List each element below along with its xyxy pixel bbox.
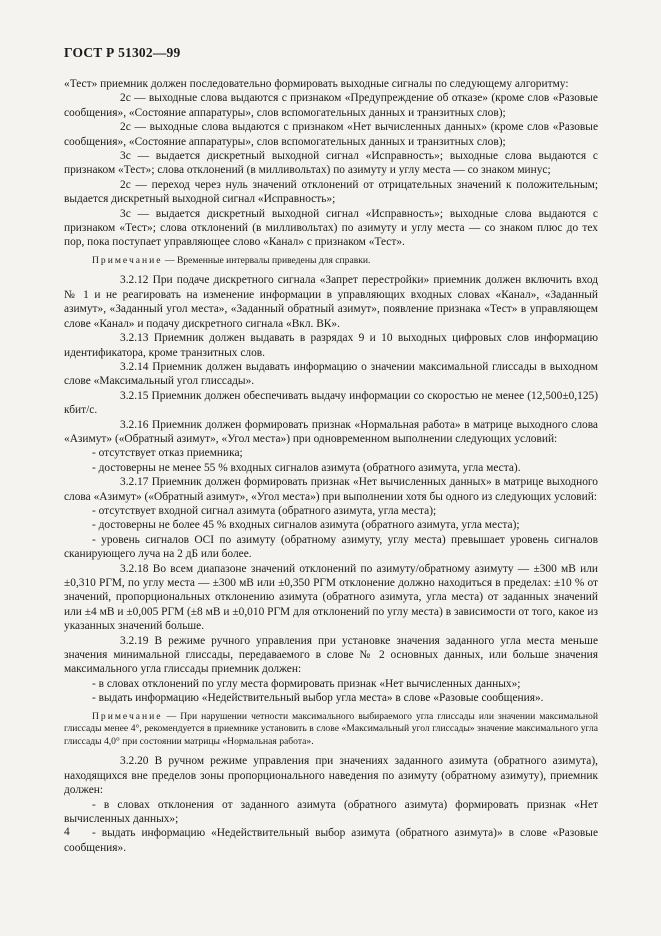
paragraph: 3.2.14 Приемник должен выдавать информацию о значении максимальной глиссады в выходном слове «Максимальный угол глиссады». <box>64 360 598 388</box>
note <box>64 711 598 749</box>
paragraph: 3с — выдается дискретный выходной сигнал «Исправность»; выходные слова выдаются с признаком «Тест»; слова отклонений (в милливольтах) по азимуту и углу места — со знаком минус; <box>64 150 598 177</box>
list-item: - достоверны не менее 55 % входных сигналов азимута (обратного азимута, угла места). <box>92 461 521 474</box>
paragraph: «Тест» приемник должен последовательно формировать выходные сигналы по следующему алгоритму: <box>64 78 569 90</box>
paragraph: 3.2.15 Приемник должен обеспечивать выдачу информации со скоростью не менее (12,500±0,125) кбит/с. <box>64 389 598 417</box>
list-item: - в словах отклонения от заданного азимута (обратного азимута) формировать признак «Нет вычисленных данных»; <box>64 798 598 826</box>
paragraph: 2с — переход через нуль значений отклонений от отрицательных значений к положительным; выдается дискретный выходной сигнал «Исправность»; <box>64 178 598 206</box>
note <box>64 255 598 268</box>
document-body <box>64 77 598 855</box>
list-item: - отсутствует отказ приемника; <box>92 447 243 460</box>
note-text: — Временные интервалы приведены для справки. <box>164 254 371 266</box>
list-item: - уровень сигналов OCI по азимуту (обратному азимуту, углу места) превышает уровень сигналов сканирующего луча на 2 дБ или более. <box>64 533 598 561</box>
paragraph: 2с — выходные слова выдаются с признаком «Предупреждение об отказе» (кроме слов «Разовые сообщения», «Состояние аппаратуры», слов вспомогательных данных и транзитных слов); <box>64 92 598 119</box>
note-text: — При нарушении четности максимального выбираемого угла глиссады или значении максимальной глиссады менее 4°, рекомендуется в приемнике установить в слове «Максимальный угол глиссады» значение максимального угла глиссады 4,0° при состоянии матрицы «Нормальная работа». <box>64 710 598 747</box>
list-item: - достоверны не более 45 % входных сигналов азимута (обратного азимута, угла места); <box>92 519 520 532</box>
page-number: 4 <box>64 826 70 838</box>
list-item: - выдать информацию «Недействительный выбор угла места» в слове «Разовые сообщения». <box>92 692 544 705</box>
list-item: - в словах отклонений по углу места формировать признак «Нет вычисленных данных»; <box>92 677 521 690</box>
paragraph: 2с — выходные слова выдаются с признаком «Нет вычисленных данных» (кроме слов «Разовые сообщения», «Состояние аппаратуры», слов вспомогательных данных и транзитных слов); <box>64 121 598 148</box>
paragraph: 3.2.16 Приемник должен формировать признак «Нормальная работа» в матрице выходного слова «Азимут» («Обратный азимут», «Угол места») при одновременном выполнении следующих условий: <box>64 418 598 445</box>
paragraph: 3.2.19 В режиме ручного управления при установке значения заданного угла места меньше значения минимальной глиссады, передаваемого в слове № 2 основных данных, или больше значения максимального угла глиссады приемник должен: <box>64 634 598 676</box>
document-header: ГОСТ Р 51302—99 <box>64 45 181 60</box>
paragraph: 3.2.20 В ручном режиме управления при значениях заданного азимута (обратного азимута), находящихся вне пределов зоны пропорционального наведения по азимуту (обратному азимуту), приемник должен: <box>64 755 598 797</box>
paragraph: 3.2.18 Во всем диапазоне значений отклонений по азимуту/обратному азимуту — ±300 мВ или ±0,310 РГМ, по углу места — ±300 мВ или ±0,350 РГМ отклонение должно находиться в пределах: ±10 % от значений, пропорциональных отклонению азимута (обратного азимута, угла места) от заданных значений или ±4 мВ и ±0,005 РГМ (±8 мВ и ±0,010 РГМ для отклонений по углу места) в зависимости от того, какое из указанных значений больше. <box>64 562 598 633</box>
note-label: Примечание <box>92 710 163 722</box>
note-label: Примечание <box>92 254 163 266</box>
paragraph: 3.2.12 При подаче дискретного сигнала «Запрет перестройки» приемник должен включить вход № 1 и не реагировать на изменение информации в управляющих входных словах «Канал», «Заданный азимут», «Заданный угол места», «Заданный обратный азимут», появление признака «Тест» в управляющем слове «Канал» и подачу дискретного сигнала «Вкл. ВК». <box>64 274 598 330</box>
list-item: - выдать информацию «Недействительный выбор азимута (обратного азимута)» в слове «Разовые сообщения». <box>64 827 598 854</box>
paragraph: 3.2.17 Приемник должен формировать признак «Нет вычисленных данных» в матрице выходного слова «Азимут» («Обратный азимут», «Угол места») при выполнении хотя бы одного из следующих условий: <box>64 476 598 503</box>
list-item: - отсутствует входной сигнал азимута (обратного азимута, угла места); <box>92 504 437 517</box>
paragraph: 3с — выдается дискретный выходной сигнал «Исправность»; выходные слова выдаются с признаком «Тест»; слова отклонений (в милливольтах) по азимуту и углу места — со знаком плюс до тех пор, пока поступает управляющее слово «Канал» с признаком «Тест». <box>64 207 598 249</box>
paragraph: 3.2.13 Приемник должен выдавать в разрядах 9 и 10 выходных цифровых слов информацию идентификатора, кроме транзитных слов. <box>64 332 598 359</box>
